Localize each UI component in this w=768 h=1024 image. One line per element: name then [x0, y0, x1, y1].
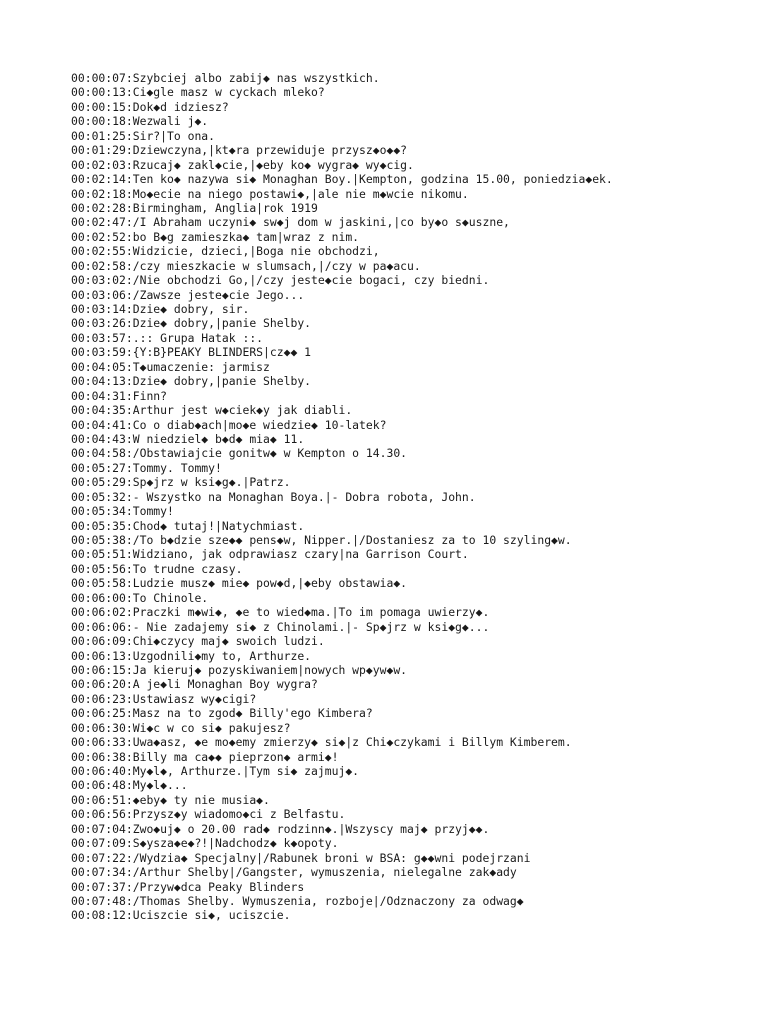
subtitle-timestamp: 00:03:26	[71, 316, 126, 331]
subtitle-line	[71, 461, 761, 475]
subtitle-timestamp: 00:01:25	[71, 128, 126, 143]
subtitle-line	[71, 591, 761, 605]
subtitle-line	[71, 490, 761, 504]
subtitle-timestamp: 00:05:58	[71, 576, 126, 591]
subtitle-line	[71, 634, 761, 648]
timestamp-separator: :	[125, 792, 133, 807]
subtitle-text: Dzie◆ dobry, sir.	[132, 302, 250, 316]
subtitle-line	[71, 288, 761, 302]
subtitle-text: Dzie◆ dobry,|panie Shelby.	[132, 374, 312, 389]
subtitle-timestamp: 00:05:27	[71, 460, 126, 475]
timestamp-separator: :	[125, 128, 133, 143]
timestamp-separator: :	[125, 561, 133, 576]
subtitle-text: Co o diab◆ach|mo◆e wiedzie◆ 10-latek?	[132, 417, 387, 432]
subtitle-text: A je◆li Monaghan Boy wygra?	[132, 677, 318, 692]
subtitle-text: /czy mieszkacie w slumsach,|/czy w pa◆acu.	[132, 258, 421, 273]
subtitle-text: Widziano, jak odprawiasz czary|na Garrison Court.	[132, 547, 469, 562]
timestamp-separator: :	[125, 460, 133, 475]
subtitle-line	[71, 143, 761, 157]
timestamp-separator: :	[125, 258, 133, 273]
timestamp-separator: :	[125, 316, 133, 331]
subtitle-line	[71, 750, 761, 764]
subtitle-text: /Arthur Shelby|/Gangster, wymuszenia, nielegalne zak◆ady	[132, 865, 517, 880]
subtitle-line	[71, 244, 761, 258]
timestamp-separator: :	[125, 330, 133, 345]
subtitle-text: bo B◆g zamieszka◆ tam|wraz z nim.	[132, 229, 360, 244]
subtitle-line	[71, 345, 761, 359]
subtitle-timestamp: 00:07:34	[71, 865, 126, 880]
subtitle-line	[71, 360, 761, 374]
timestamp-separator: :	[125, 836, 133, 851]
subtitle-line	[71, 172, 761, 186]
subtitle-line	[71, 851, 761, 865]
subtitle-text: /Zawsze jeste◆cie Jego...	[132, 287, 305, 302]
subtitle-text: ◆eby◆ ty nie musia◆.	[132, 792, 270, 807]
subtitle-timestamp: 00:05:32	[71, 489, 126, 504]
subtitle-timestamp: 00:07:09	[71, 836, 126, 851]
subtitle-timestamp: 00:06:02	[71, 605, 126, 620]
subtitle-text: Sir?|To ona.	[132, 128, 216, 143]
subtitle-text: My◆l◆, Arthurze.|Tym si◆ zajmuj◆.	[132, 764, 360, 778]
timestamp-separator: :	[125, 417, 133, 432]
subtitle-text: /I Abraham uczyni◆ sw◆j dom w jaskini,|co by◆o s◆uszne,	[132, 215, 510, 230]
subtitle-line	[71, 374, 761, 388]
timestamp-separator: :	[125, 807, 133, 822]
subtitle-line	[71, 764, 761, 778]
timestamp-separator: :	[125, 143, 133, 158]
subtitle-text: /Obstawiajcie gonitw◆ w Kempton o 14.30.	[132, 446, 408, 461]
subtitle-timestamp: 00:07:48	[71, 893, 126, 908]
subtitle-timestamp: 00:06:23	[71, 691, 126, 706]
subtitle-line	[71, 100, 761, 114]
timestamp-separator: :	[125, 908, 133, 923]
timestamp-separator: :	[125, 533, 133, 547]
subtitle-timestamp: 00:03:14	[71, 302, 126, 316]
subtitle-text: Szybciej albo zabij◆ nas wszystkich.	[132, 71, 380, 85]
subtitle-timestamp: 00:06:20	[71, 677, 126, 692]
timestamp-separator: :	[125, 518, 133, 533]
subtitle-text: Widzicie, dzieci,|Boga nie obchodzi,	[132, 244, 380, 259]
subtitle-text: Rzucaj◆ zakl◆cie,|◆eby ko◆ wygra◆ wy◆cig.	[132, 157, 414, 172]
subtitle-timestamp: 00:00:18	[71, 114, 126, 129]
subtitle-text: S◆ysza◆e◆?!|Nadchodz◆ k◆opoty.	[132, 836, 339, 851]
subtitle-text: Zwo◆uj◆ o 20.00 rad◆ rodzinn◆.|Wszyscy maj◆ przyj◆◆.	[132, 821, 490, 836]
subtitle-timestamp: 00:00:15	[71, 99, 126, 114]
subtitle-text: T◆umaczenie: jarmisz	[132, 359, 270, 374]
subtitle-line	[71, 302, 761, 316]
subtitle-text: Uwa◆asz, ◆e mo◆emy zmierzy◆ si◆|z Chi◆czykami i Billym Kimberem.	[132, 735, 572, 750]
subtitle-line	[71, 894, 761, 908]
subtitle-text: Dok◆d idziesz?	[132, 99, 229, 114]
subtitle-timestamp: 00:04:58	[71, 446, 126, 461]
subtitle-timestamp: 00:06:33	[71, 735, 126, 750]
subtitle-text: Ten ko◆ nazywa si◆ Monaghan Boy.|Kempton, godzina 15.00, poniedzia◆ek.	[132, 172, 613, 187]
timestamp-separator: :	[125, 446, 133, 461]
timestamp-separator: :	[125, 576, 133, 591]
subtitle-line	[71, 418, 761, 432]
subtitle-timestamp: 00:06:25	[71, 706, 126, 721]
subtitle-timestamp: 00:06:38	[71, 749, 126, 764]
subtitle-text: - Nie zadajemy si◆ z Chinolami.|- Sp◆jrz w ksi◆g◆...	[132, 619, 490, 634]
subtitle-timestamp: 00:03:57	[71, 330, 126, 345]
timestamp-separator: :	[125, 865, 133, 880]
subtitle-line	[71, 187, 761, 201]
subtitle-text: Praczki m◆wi◆, ◆e to wied◆ma.|To im pomaga uwierzy◆.	[132, 605, 490, 620]
subtitle-text: Dziewczyna,|kt◆ra przewiduje przysz◆o◆◆?	[132, 143, 408, 158]
subtitle-timestamp: 00:05:56	[71, 561, 126, 576]
timestamp-separator: :	[125, 778, 133, 793]
subtitle-line	[71, 201, 761, 215]
subtitle-timestamp: 00:07:22	[71, 850, 126, 865]
subtitle-text: Ludzie musz◆ mie◆ pow◆d,|◆eby obstawia◆.	[132, 576, 408, 591]
timestamp-separator: :	[125, 388, 133, 403]
subtitle-text: Finn?	[132, 388, 168, 403]
subtitle-line	[71, 562, 761, 576]
subtitle-line	[71, 807, 761, 821]
subtitle-timestamp: 00:07:37	[71, 879, 126, 894]
subtitle-line	[71, 692, 761, 706]
subtitle-text: Chod◆ tutaj!|Natychmiast.	[132, 518, 305, 533]
subtitle-text: Ja kieruj◆ pozyskiwaniem|nowych wp◆yw◆w.	[132, 662, 408, 677]
subtitle-timestamp: 00:00:07	[71, 71, 126, 85]
timestamp-separator: :	[125, 605, 133, 620]
subtitle-line	[71, 519, 761, 533]
subtitle-line	[71, 822, 761, 836]
subtitle-timestamp: 00:06:06	[71, 619, 126, 634]
subtitle-timestamp: 00:07:04	[71, 821, 126, 836]
timestamp-separator: :	[125, 706, 133, 721]
subtitle-line	[71, 71, 761, 85]
subtitle-text: Arthur jest w◆ciek◆y jak diabli.	[132, 403, 353, 418]
timestamp-separator: :	[125, 99, 133, 114]
subtitle-line	[71, 605, 761, 619]
timestamp-separator: :	[125, 287, 133, 302]
timestamp-separator: :	[125, 590, 133, 605]
timestamp-separator: :	[125, 302, 133, 316]
subtitle-timestamp: 00:03:59	[71, 345, 126, 360]
subtitle-line	[71, 908, 761, 922]
subtitle-line	[71, 778, 761, 792]
subtitle-line	[71, 316, 761, 330]
subtitle-text: To Chinole.	[132, 590, 209, 605]
subtitle-line	[71, 649, 761, 663]
timestamp-separator: :	[125, 850, 133, 865]
timestamp-separator: :	[125, 662, 133, 677]
subtitle-text: Ci◆gle masz w cyckach mleko?	[132, 85, 325, 100]
subtitle-text: Birmingham, Anglia|rok 1919	[132, 200, 318, 215]
subtitle-timestamp: 00:06:30	[71, 720, 126, 735]
timestamp-separator: :	[125, 157, 133, 172]
timestamp-separator: :	[125, 345, 133, 360]
subtitle-timestamp: 00:05:38	[71, 533, 126, 547]
timestamp-separator: :	[125, 229, 133, 244]
timestamp-separator: :	[125, 215, 133, 230]
subtitle-text: /To b◆dzie sze◆◆ pens◆w, Nipper.|/Dostaniesz za to 10 szyling◆w.	[132, 533, 572, 547]
subtitle-line	[71, 735, 761, 749]
timestamp-separator: :	[125, 186, 133, 201]
subtitle-line	[71, 880, 761, 894]
subtitle-text: /Przyw◆dca Peaky Blinders	[132, 879, 305, 894]
subtitle-text: Uzgodnili◆my to, Arthurze.	[132, 648, 312, 663]
subtitle-line	[71, 85, 761, 99]
subtitle-timestamp: 00:04:31	[71, 388, 126, 403]
subtitle-timestamp: 00:05:51	[71, 547, 126, 562]
subtitle-timestamp: 00:04:43	[71, 431, 126, 446]
subtitle-line	[71, 677, 761, 691]
subtitle-text: Masz na to zgod◆ Billy'ego Kimbera?	[132, 706, 373, 721]
subtitle-timestamp: 00:03:06	[71, 287, 126, 302]
subtitle-timestamp: 00:02:14	[71, 172, 126, 187]
subtitle-line	[71, 446, 761, 460]
subtitle-line	[71, 114, 761, 128]
subtitle-line	[71, 865, 761, 879]
timestamp-separator: :	[125, 720, 133, 735]
subtitle-text: Uciszcie si◆, uciszcie.	[132, 908, 291, 923]
subtitle-text: /Thomas Shelby. Wymuszenia, rozboje|/Odznaczony za odwag◆	[132, 893, 524, 908]
subtitle-timestamp: 00:02:18	[71, 186, 126, 201]
subtitle-text: Sp◆jrz w ksi◆g◆.|Patrz.	[132, 475, 291, 490]
timestamp-separator: :	[125, 619, 133, 634]
subtitle-text: .:: Grupa Hatak ::.	[132, 330, 264, 345]
subtitle-text: Chi◆czycy maj◆ swoich ludzi.	[132, 634, 325, 649]
timestamp-separator: :	[125, 273, 133, 288]
subtitle-timestamp: 00:06:40	[71, 764, 126, 778]
subtitle-text: To trudne czasy.	[132, 561, 243, 576]
subtitle-timestamp: 00:03:02	[71, 273, 126, 288]
subtitle-timestamp: 00:04:05	[71, 359, 126, 374]
subtitle-timestamp: 00:04:35	[71, 403, 126, 418]
subtitle-text: Tommy!	[132, 504, 174, 519]
subtitle-timestamp: 00:04:13	[71, 374, 126, 389]
timestamp-separator: :	[125, 172, 133, 187]
subtitle-timestamp: 00:02:58	[71, 258, 126, 273]
subtitle-line	[71, 403, 761, 417]
subtitle-line	[71, 331, 761, 345]
timestamp-separator: :	[125, 504, 133, 519]
subtitle-timestamp: 00:06:00	[71, 590, 126, 605]
subtitle-timestamp: 00:06:15	[71, 662, 126, 677]
subtitle-line	[71, 158, 761, 172]
subtitle-text: Dzie◆ dobry,|panie Shelby.	[132, 316, 312, 331]
timestamp-separator: :	[125, 489, 133, 504]
timestamp-separator: :	[125, 879, 133, 894]
subtitle-line	[71, 273, 761, 287]
timestamp-separator: :	[125, 114, 133, 129]
timestamp-separator: :	[125, 374, 133, 389]
subtitle-line	[71, 389, 761, 403]
subtitle-text: Billy ma ca◆◆ pieprzon◆ armi◆!	[132, 749, 339, 764]
subtitle-timestamp: 00:06:09	[71, 634, 126, 649]
subtitle-timestamp: 00:04:41	[71, 417, 126, 432]
subtitle-line	[71, 620, 761, 634]
subtitle-timestamp: 00:05:34	[71, 504, 126, 519]
subtitle-line	[71, 663, 761, 677]
timestamp-separator: :	[125, 893, 133, 908]
timestamp-separator: :	[125, 735, 133, 750]
subtitle-line	[71, 706, 761, 720]
subtitle-text: {Y:B}PEAKY BLINDERS|cz◆◆ 1	[132, 345, 312, 360]
subtitle-line	[71, 432, 761, 446]
subtitle-timestamp: 00:02:03	[71, 157, 126, 172]
subtitle-timestamp: 00:02:47	[71, 215, 126, 230]
subtitle-document	[71, 71, 761, 923]
subtitle-text: Wezwali j◆.	[132, 114, 209, 129]
subtitle-line	[71, 475, 761, 489]
subtitle-text: W niedziel◆ b◆d◆ mia◆ 11.	[132, 431, 305, 446]
timestamp-separator: :	[125, 821, 133, 836]
subtitle-line	[71, 230, 761, 244]
subtitle-line	[71, 793, 761, 807]
subtitle-timestamp: 00:06:48	[71, 778, 126, 793]
timestamp-separator: :	[125, 475, 133, 490]
timestamp-separator: :	[125, 200, 133, 215]
timestamp-separator: :	[125, 403, 133, 418]
subtitle-timestamp: 00:02:28	[71, 200, 126, 215]
subtitle-timestamp: 00:00:13	[71, 85, 126, 100]
timestamp-separator: :	[125, 634, 133, 649]
subtitle-timestamp: 00:02:52	[71, 229, 126, 244]
subtitle-timestamp: 00:02:55	[71, 244, 126, 259]
timestamp-separator: :	[125, 749, 133, 764]
subtitle-timestamp: 00:05:29	[71, 475, 126, 490]
timestamp-separator: :	[125, 244, 133, 259]
timestamp-separator: :	[125, 71, 133, 85]
subtitle-line	[71, 504, 761, 518]
subtitle-line	[71, 576, 761, 590]
timestamp-separator: :	[125, 547, 133, 562]
timestamp-separator: :	[125, 764, 133, 778]
subtitle-line	[71, 129, 761, 143]
timestamp-separator: :	[125, 648, 133, 663]
subtitle-text: Ustawiasz wy◆cigi?	[132, 691, 257, 706]
timestamp-separator: :	[125, 691, 133, 706]
subtitle-text: Tommy. Tommy!	[132, 460, 222, 475]
subtitle-line	[71, 533, 761, 547]
subtitle-timestamp: 00:01:29	[71, 143, 126, 158]
subtitle-text: My◆l◆...	[132, 778, 188, 793]
timestamp-separator: :	[125, 677, 133, 692]
subtitle-line	[71, 259, 761, 273]
subtitle-text: Wi◆c w co si◆ pakujesz?	[132, 720, 291, 735]
timestamp-separator: :	[125, 431, 133, 446]
timestamp-separator: :	[125, 359, 133, 374]
subtitle-line	[71, 215, 761, 229]
subtitle-line	[71, 721, 761, 735]
subtitle-text: Przysz◆y wiadomo◆ci z Belfastu.	[132, 807, 346, 822]
timestamp-separator: :	[125, 85, 133, 100]
subtitle-timestamp: 00:05:35	[71, 518, 126, 533]
subtitle-timestamp: 00:06:13	[71, 648, 126, 663]
subtitle-line	[71, 836, 761, 850]
subtitle-timestamp: 00:08:12	[71, 908, 126, 923]
subtitle-text: - Wszystko na Monaghan Boya.|- Dobra robota, John.	[132, 489, 476, 504]
subtitle-text: Mo◆ecie na niego postawi◆,|ale nie m◆wcie nikomu.	[132, 186, 469, 201]
subtitle-timestamp: 00:06:51	[71, 792, 126, 807]
subtitle-line	[71, 547, 761, 561]
subtitle-text: /Nie obchodzi Go,|/czy jeste◆cie bogaci, czy biedni.	[132, 273, 490, 288]
subtitle-timestamp: 00:06:56	[71, 807, 126, 822]
subtitle-text: /Wydzia◆ Specjalny|/Rabunek broni w BSA: g◆◆wni podejrzani	[132, 850, 531, 865]
